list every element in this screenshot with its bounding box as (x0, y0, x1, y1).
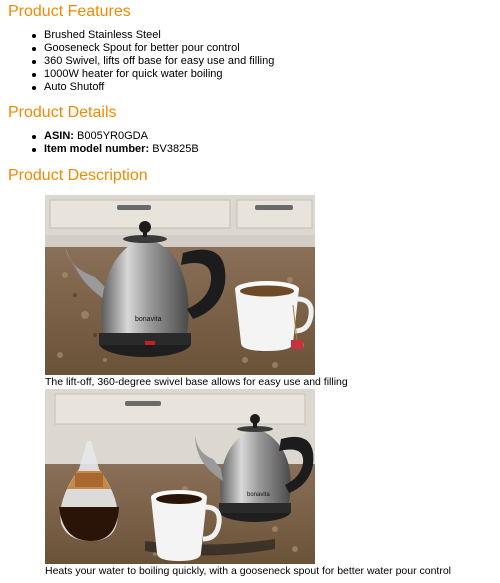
feature-item: Brushed Stainless Steel (18, 29, 274, 42)
image-caption-2: Heats your water to boiling quickly, with a gooseneck spout for better water pour control (45, 565, 452, 577)
product-features-heading: Product Features (8, 3, 131, 20)
asin-value: B005YR0GDA (77, 130, 148, 142)
model-number-item (18, 143, 199, 156)
kettle-photo-2 (45, 389, 315, 564)
kettle-brand-logo-2: bonavita (247, 492, 270, 498)
kettle-photo-1 (45, 195, 315, 375)
feature-item: 360 Swivel, lifts off base for easy use and filling (18, 55, 274, 68)
model-number-label: Item model number: (44, 143, 150, 155)
product-details-heading: Product Details (8, 104, 117, 121)
image-caption-1: The lift-off, 360-degree swivel base allows for easy use and filling (45, 376, 348, 388)
asin-label: ASIN: (44, 130, 74, 142)
feature-item: Auto Shutoff (18, 81, 274, 94)
feature-item: Gooseneck Spout for better pour control (18, 42, 274, 55)
asin-item (18, 130, 199, 143)
feature-item: 1000W heater for quick water boiling (18, 68, 274, 81)
product-description-heading: Product Description (8, 167, 148, 184)
details-list (18, 130, 199, 156)
model-number-value: BV3825B (152, 143, 199, 155)
kettle-brand-logo: bonavita (135, 316, 162, 323)
features-list (18, 29, 274, 94)
